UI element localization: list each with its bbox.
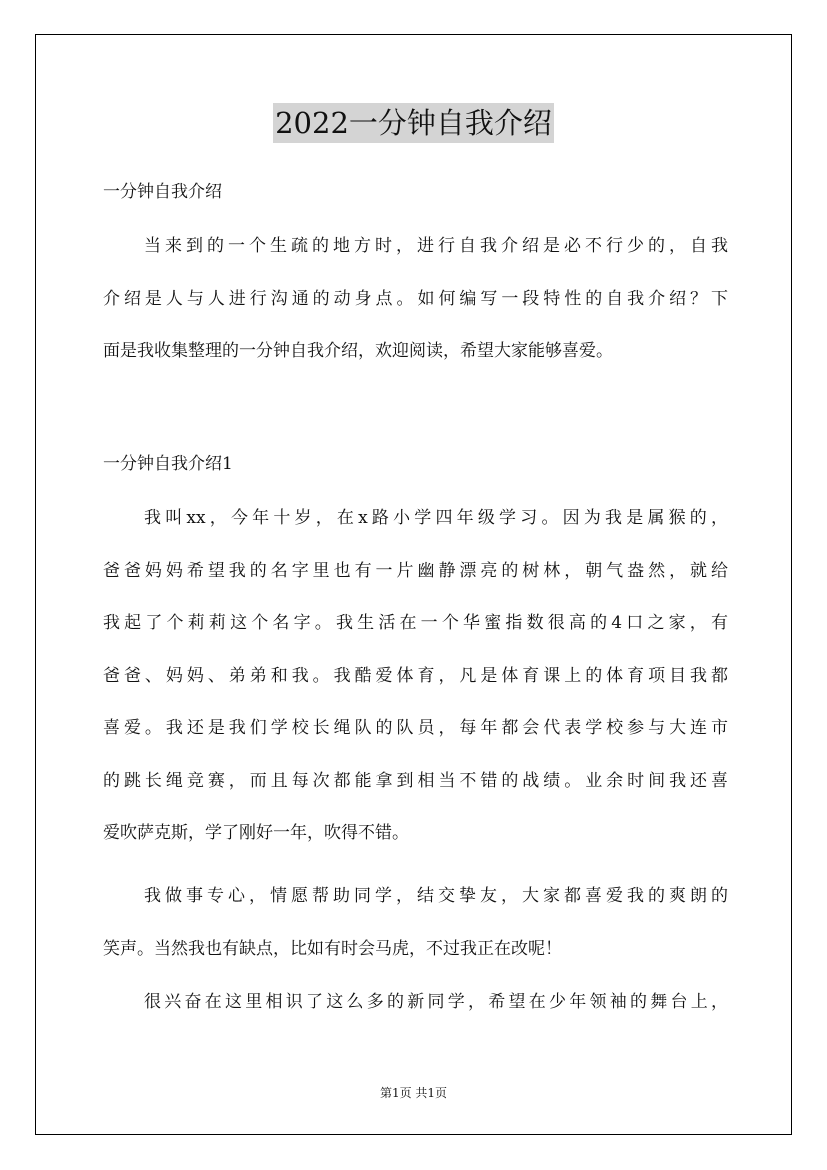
paragraph-line: 我起了个莉莉这个名字。我生活在一个华蜜指数很高的4口之家，有 <box>103 613 728 633</box>
intro-line: 面是我收集整理的一分钟自我介绍，欢迎阅读，希望大家能够喜爱。 <box>103 341 613 361</box>
paragraph-line: 笑声。当然我也有缺点，比如有时会马虎，不过我正在改呢！ <box>103 938 562 959</box>
paragraph-line: 我叫xx，今年十岁，在x路小学四年级学习。因为我是属猴的， <box>144 508 728 528</box>
paragraph-line: 我做事专心，情愿帮助同学，结交挚友，大家都喜爱我的爽朗的 <box>144 886 728 906</box>
title-wrap <box>0 103 827 143</box>
paragraph-line: 爱吹萨克斯，学了刚好一年，吹得不错。 <box>103 823 409 843</box>
body-paragraph-1 <box>103 492 728 860</box>
body-paragraph-2 <box>103 870 728 975</box>
body-paragraph-3 <box>103 976 728 1029</box>
paragraph-line: 喜爱。我还是我们学校长绳队的队员，每年都会代表学校参与大连市 <box>103 718 728 738</box>
document-title: 2022一分钟自我介绍 <box>273 103 554 143</box>
paragraph-line: 的跳长绳竞赛，而且每次都能拿到相当不错的战绩。业余时间我还喜 <box>103 770 728 791</box>
intro-line: 当来到的一个生疏的地方时，进行自我介绍是必不行少的，自我 <box>144 236 728 256</box>
section-heading-1: 一分钟自我介绍1 <box>103 454 233 474</box>
intro-line: 介绍是人与人进行沟通的动身点。如何编写一段特性的自我介绍？下 <box>103 288 728 309</box>
intro-paragraph <box>103 220 728 378</box>
page-footer: 第1页 共1页 <box>379 1086 448 1100</box>
paragraph-line: 爸爸、妈妈、弟弟和我。我酷爱体育，凡是体育课上的体育项目我都 <box>103 665 728 686</box>
paragraph-line: 很兴奋在这里相识了这么多的新同学，希望在少年领袖的舞台上， <box>144 992 728 1012</box>
section-heading: 一分钟自我介绍 <box>103 182 222 202</box>
paragraph-line: 爸爸妈妈希望我的名字里也有一片幽静漂亮的树林，朝气盎然，就给 <box>103 560 728 581</box>
